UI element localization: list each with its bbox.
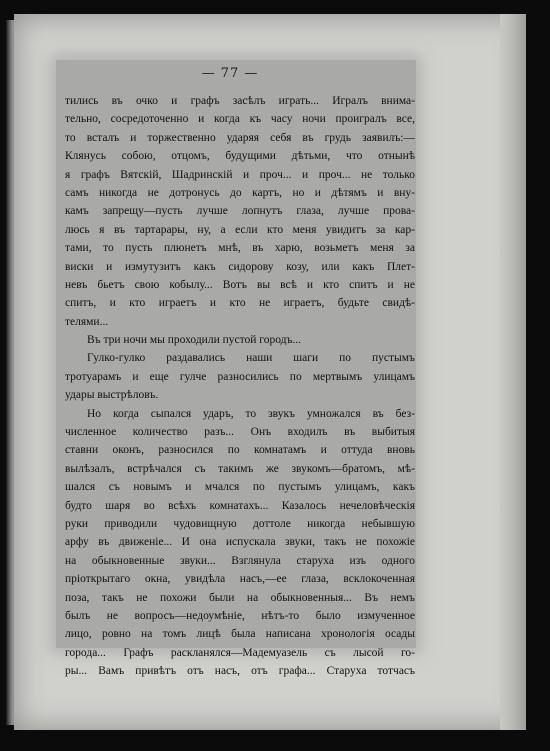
text-line: поза, такъ не похожи были на обыкновенныя... Въ немъ [65, 591, 415, 604]
text-line: лицо, ровно на томъ лицѣ была написана хронологія осады [65, 628, 415, 641]
text-line: руки приводили чудовищную доттоле никогда небывшую [65, 517, 415, 530]
text-line: тами, то пусть плюнетъ мнѣ, въ харю, возьметъ меня за [65, 242, 415, 255]
text-line: виски и измутузитъ какъ сидорову козу, или какъ Плет- [65, 260, 415, 273]
text-line: телями... [65, 315, 109, 328]
text-line: будто шаря во всѣхъ комнатахъ... Казалось нечеловѣческія [65, 499, 415, 512]
text-line: спитъ, и кто играетъ и кто не играетъ, будьте свидѣ- [65, 297, 415, 310]
text-line: Клянусь собою, отцомъ, будущими дѣтьми, что отнынѣ [65, 150, 415, 163]
page-number: — 77 — [201, 66, 259, 81]
text-line: арфу въ движеніе... И она испускала звуки, такъ не похожіе [65, 536, 415, 549]
text-line: былъ не вопросъ—недоумѣніе, нѣтъ-то было измученное [65, 609, 415, 622]
text-line: шался съ новымъ и мчался по пустымъ улицамъ, какъ [65, 481, 415, 494]
text-line: вылѣзалъ, встрѣчался съ такимъ же звукомъ—братомъ, мѣ- [65, 462, 415, 475]
text-line: Гулко-гулко раздавались наши шаги по пустымъ [87, 352, 415, 365]
body-text [65, 92, 415, 681]
text-line: ставни оконъ, разносился по комнатамъ и оттуда вновь [65, 444, 415, 457]
text-line: численное количество разъ... Онъ входилъ въ выбитыя [65, 426, 415, 439]
text-line: на обыкновенные звуки... Взглянула старуха изъ одного [65, 554, 415, 567]
text-line: тились въ очко и графъ засѣлъ играть... Игралъ внима- [65, 95, 415, 107]
text-line: невъ бьетъ свою кобылу... Вотъ вы всѣ и кто спитъ и не [65, 278, 415, 291]
text-line: удары выстрѣловъ. [65, 389, 159, 402]
text-line: ры... Вамъ привѣтъ отъ насъ, отъ графа... Старуха тотчасъ [65, 665, 415, 678]
text-line: камъ запрещу—пусть лучше лопнутъ глаза, лучше прова- [65, 205, 415, 218]
text-line: самъ никогда не дотронусь до картъ, но и дѣтямъ и вну- [65, 186, 415, 199]
text-line: я графъ Вятскій, Шадринскій и проч... и проч... не только [65, 168, 415, 181]
text-line: тельно, сосредоточенно и когда къ часу ночи проигралъ все, [65, 113, 415, 126]
text-line: люсь я въ тартарары, ну, а если кто меня увидитъ за кар- [65, 223, 415, 236]
text-line: Въ три ночи мы проходили пустой городъ... [87, 334, 302, 347]
text-line: Но когда сыпался ударъ, то звукъ умножался въ без- [87, 407, 415, 420]
text-line: пріоткрытаго окна, увидѣла насъ,—ее глаза, всклокоченная [65, 573, 415, 586]
text-line: тротуарамъ и еще гулче разносились по мертвымъ улицамъ [65, 370, 415, 383]
page-edge [500, 14, 526, 730]
text-line: то всталъ и торжественно ударяя себя въ грудь заявилъ:— [65, 131, 415, 144]
text-line: города... Графъ раскланялся—Мадемуазель съ лысой го- [65, 646, 415, 659]
